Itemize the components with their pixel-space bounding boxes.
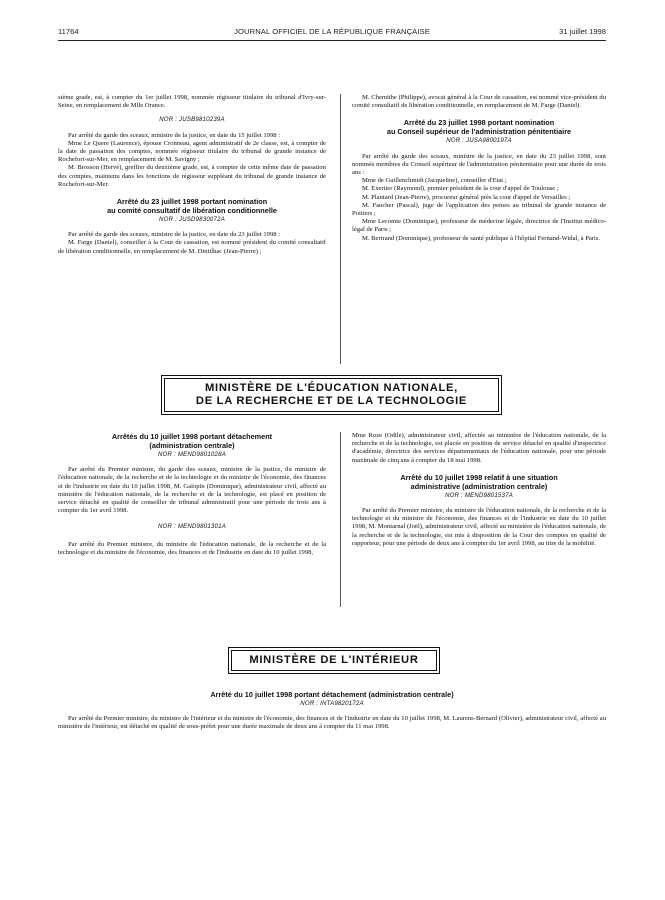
paragraph: Par arrêté du Premier ministre, du ministre de l'intérieur et du ministre de l'économie, des finances et de l'industrie en date du 10 juillet 1998, M. Laurens-Bernard (Olivier), administrateur civil, affecté au ministère de l'intérieur, est détaché en qualité de sous-préfet pour une durée maximale de deux ans à compter du 11 mai 1998. (58, 715, 606, 731)
paragraph: M. Brosson (Hervé), greffier du deuxième grade, est, à compter de cette même date de passation des comptes, maintenu dans les fonctions de régisseur suppléant du tribunal de grande instance de Rochefort-sur-Mer. (58, 164, 326, 188)
page-number: 11764 (58, 27, 79, 36)
header-rule (58, 40, 606, 41)
paragraph: Par arrêté du garde des sceaux, ministre de la justice, en date du 23 juillet 1998, sont nommés membres du Conseil supérieur de l'administration pénitentiaire pour une durée de trois ans : (352, 152, 606, 177)
paragraph: Mme de Guillenchmidt (Jacqueline), conseiller d'Etat ; (362, 177, 507, 185)
nor-reference: NOR : INTA9820172A (300, 700, 364, 707)
mid-left-column (58, 428, 326, 557)
ministry-heading-line: DE LA RECHERCHE ET DE LA TECHNOLOGIE (195, 395, 468, 407)
paragraph: M. Faucher (Pascal), juge de l'application des peines au tribunal de grande instance de Poitiers ; (352, 201, 606, 218)
nor-reference: NOR : JUSB9810239A (159, 116, 225, 124)
paragraph: Par arrêté du garde des sceaux, ministre de la justice, en date du 15 juillet 1998 : (68, 131, 281, 139)
page-header (58, 27, 606, 39)
column-divider (340, 94, 341, 364)
intro-paragraph: sième grade, est, à compter du 1er juillet 1998, nommée régisseur titulaire du tribunal d'Ivry-sur-Seine, en remplacement de Mlle Orance. (58, 94, 326, 110)
paragraph: Par arrêté du garde des sceaux, ministre de la justice, en date du 23 juillet 1998 : (68, 231, 281, 239)
article-title: Arrêté du 23 juillet 1998 portant nomination au comité consultatif de libération conditionnelle (107, 197, 277, 216)
mid-right-column (352, 432, 606, 548)
paragraph: Par arrêté du Premier ministre, du ministre de l'éducation nationale, de la recherche et de la technologie et du ministre de l'économie, des finances et de l'industrie en date du 10 juillet 1998, M. Montarnal (Joël), administrateur civil, affecté au ministère de l'éducation nationale, de la recherche et de la technologie, est mis à disposition de la Cour des comptes en qualité de rapporteur, pour une période de deux ans à compter du 1er avril 1998, au titre de la mobilité. (352, 507, 606, 547)
top-right-column (352, 94, 606, 243)
nor-reference: NOR : JUSA9800197A (446, 137, 512, 145)
paragraph: Par arrêté du Premier ministre, du ministre de l'éducation nationale, de la recherche et de la technologie et du ministre de l'économie, des finances et de l'industrie en date du 10 juillet 1998, (58, 540, 326, 556)
journal-title: JOURNAL OFFICIEL DE LA RÉPUBLIQUE FRANÇAISE (234, 27, 430, 36)
article-title: Arrêté du 10 juillet 1998 portant détachement (administration centrale) (210, 690, 454, 699)
top-left-column (58, 94, 326, 256)
nor-reference: NOR : JUSD9830072A (159, 216, 225, 224)
ministry-heading-line: MINISTÈRE DE L'ÉDUCATION NATIONALE, (205, 382, 458, 394)
nor-reference: NOR : MEND9801537A (445, 491, 513, 499)
column-divider (340, 432, 341, 607)
paragraph: M. Chemithe (Philippe), avocat général à la Cour de cassation, est nommé vice-président du comité consultatif de libération conditionnelle, en remplacement de M. Farge (Daniel). (352, 94, 606, 110)
paragraph: Mme Lecomte (Dominique), professeur de médecine légale, directrice de l'Institut médico-légal de Paris ; (352, 218, 606, 234)
paragraph: M. Bertrand (Dominique), professeur de santé publique à l'hôpital Fernand-Widal, à Paris. (362, 234, 601, 242)
article-title: Arrêtés du 10 juillet 1998 portant détachement (administration centrale) (111, 432, 273, 450)
paragraph: M. Farge (Daniel), conseiller à la Cour de cassation, est nommé président du comité consultatif de libération conditionnelle, en remplacement de M. Dintilhac (Jean-Pierre) ; (58, 239, 326, 255)
ministry-heading-interior (228, 647, 440, 674)
issue-date: 31 juillet 1998 (559, 27, 606, 36)
paragraph: Mme Roze (Odile), administrateur civil, affectée au ministère de l'éducation nationale, de la recherche et de la technologie, est placée en position de service détaché en qualité d'inspectrice d'académie, directrice des services départementaux de l'éducation nationale, pour une période maximale de cinq ans à compter du 18 mai 1998. (352, 432, 606, 464)
nor-reference: NOR : MEND9801028A (158, 451, 226, 458)
nor-reference: NOR : MEND9801301A (158, 523, 226, 531)
article-title: Arrêté du 10 juillet 1998 relatif à une situation administrative (administration centrale) (400, 472, 558, 491)
ministry-heading-line: MINISTÈRE DE L'INTÉRIEUR (249, 654, 419, 666)
bottom-article (58, 686, 606, 732)
paragraph: M. Plantard (Jean-Pierre), procureur général près la cour d'appel de Versailles ; (362, 193, 571, 201)
paragraph: M. Exertier (Raymond), premier président de la cour d'appel de Toulouse ; (362, 185, 559, 193)
article-title: Arrêté du 23 juillet 1998 portant nomination au Conseil supérieur de l'administration pénitentiaire (386, 118, 572, 137)
paragraph: Mme Le Quere (Laurence), épouse Cronneau, agent administratif de 2e classe, est, à compter de la date de passation des comptes, nommée régisseur titulaire du tribunal de grande instance de Rochefort-sur-Mer, en remplacement de M. Savigny ; (58, 139, 326, 164)
paragraph: Par arrêté du Premier ministre, du garde des sceaux, ministre de la justice, du ministre de l'éducation nationale, de la recherche et de la technologie et du ministre de l'économie, des finances et de l'industrie en date du 10 juillet 1998, M. Galopin (Dominique), administrateur civil, affecté au ministère de l'éducation nationale, de la recherche et de la technologie, est placé en position de service détaché en qualité de conseiller de tribunal administratif pour une période de trois ans à compter du 1er avril 1998. (58, 466, 326, 515)
ministry-heading-education (161, 375, 502, 415)
